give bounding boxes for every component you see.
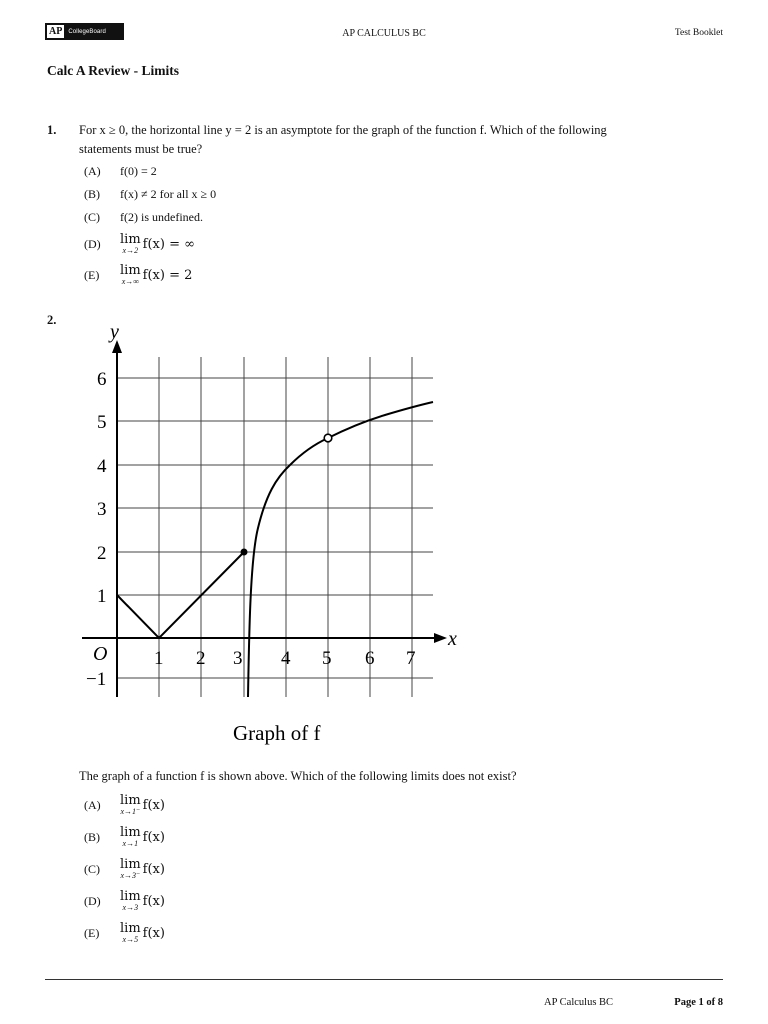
q2-option-c-expr: f(x): [142, 861, 165, 877]
q2-option-a[interactable]: [84, 794, 165, 816]
q2-option-e-limit: [120, 922, 141, 944]
header-course-title: AP CALCULUS BC: [342, 28, 426, 39]
q2-option-c[interactable]: [84, 858, 165, 880]
footer-course: AP Calculus BC: [544, 997, 614, 1008]
lim-operator: lim: [120, 857, 141, 872]
q1-option-a-label: (A): [84, 164, 101, 178]
grid: [117, 357, 433, 697]
lim-subscript: x→1: [122, 839, 139, 848]
q2-option-d-limit: [120, 890, 141, 912]
question-2-number: 2.: [47, 313, 57, 327]
graph-caption: Graph of f: [233, 721, 321, 745]
lim-subscript: x→5: [122, 935, 139, 944]
q2-option-d-expr: f(x): [142, 893, 165, 909]
lim-operator: lim: [120, 793, 141, 808]
lim-subscript: x→∞: [121, 277, 139, 286]
q1-option-e-label: (E): [84, 267, 100, 282]
question-1-number: 1.: [47, 123, 57, 137]
q2-option-a-expr: f(x): [142, 797, 165, 813]
q2-option-a-label: (A): [84, 797, 101, 812]
header-booklet-label: Test Booklet: [674, 28, 723, 38]
q1-option-d-expr: f(x) = ∞: [142, 236, 195, 252]
lim-operator: lim: [120, 921, 141, 936]
q2-option-d-label: (D): [84, 893, 101, 908]
x-tick-5: 5: [322, 648, 332, 669]
y-tick-neg1: −1: [86, 669, 107, 690]
q2-option-c-limit: [120, 858, 141, 880]
lim-subscript: x→2: [122, 246, 139, 255]
collegeboard-logo-text: CollegeBoard: [68, 28, 106, 35]
q1-option-a-text: f(0) = 2: [120, 164, 157, 178]
open-point-at-5: [324, 434, 332, 442]
q2-option-e-expr: f(x): [142, 925, 165, 941]
lim-operator: lim: [120, 889, 141, 904]
x-axis-label: x: [448, 628, 457, 650]
x-tick-2: 2: [196, 648, 206, 669]
lim-operator: lim: [120, 263, 141, 278]
q2-option-b-limit: [120, 826, 141, 848]
y-axis-label: y: [110, 321, 119, 343]
q1-option-b-label: (B): [84, 187, 100, 201]
filled-point-at-3: [241, 549, 248, 556]
x-axis-arrow-icon: [434, 633, 447, 643]
page-title: Calc A Review - Limits: [47, 63, 179, 78]
y-tick-1: 1: [97, 586, 107, 607]
q2-option-b-expr: f(x): [142, 829, 165, 845]
y-tick-4: 4: [97, 456, 107, 477]
question-1-text-line2: statements must be true?: [79, 142, 203, 156]
q1-option-c-label: (C): [84, 210, 100, 224]
x-tick-3: 3: [233, 648, 243, 669]
x-tick-4: 4: [281, 648, 291, 669]
q1-option-e-expr: f(x) = 2: [142, 267, 193, 283]
q2-option-c-label: (C): [84, 861, 100, 876]
q1-option-c-text: f(2) is undefined.: [120, 210, 203, 224]
q2-option-b[interactable]: [84, 826, 165, 848]
q2-option-b-label: (B): [84, 829, 100, 844]
lim-operator: lim: [120, 825, 141, 840]
origin-label: O: [93, 643, 108, 665]
q1-option-d-label: (D): [84, 236, 101, 251]
x-tick-7: 7: [406, 648, 416, 669]
q2-option-e-label: (E): [84, 925, 100, 940]
lim-subscript: x→1⁻: [120, 807, 141, 816]
footer-page-number: Page 1 of 8: [674, 997, 723, 1008]
y-tick-6: 6: [97, 369, 107, 390]
x-tick-1: 1: [154, 648, 164, 669]
lim-subscript: x→3: [122, 903, 139, 912]
x-tick-6: 6: [365, 648, 375, 669]
y-tick-5: 5: [97, 412, 107, 433]
lim-subscript: x→3⁻: [120, 871, 141, 880]
y-tick-2: 2: [97, 543, 107, 564]
q1-option-b-text: f(x) ≠ 2 for all x ≥ 0: [120, 187, 217, 201]
y-tick-3: 3: [97, 499, 107, 520]
q2-option-e[interactable]: [84, 922, 165, 944]
q2-option-d[interactable]: [84, 890, 165, 912]
question-1-text-line1: For x ≥ 0, the horizontal line y = 2 is an asymptote for the graph of the function f. Which of the following: [79, 123, 607, 137]
footer-divider: [45, 979, 723, 980]
lim-operator: lim: [120, 232, 141, 247]
ap-logo-text: AP: [49, 26, 63, 37]
question-2-text: The graph of a function f is shown above. Which of the following limits does not exist?: [79, 769, 517, 783]
q2-option-a-limit: [120, 794, 141, 816]
